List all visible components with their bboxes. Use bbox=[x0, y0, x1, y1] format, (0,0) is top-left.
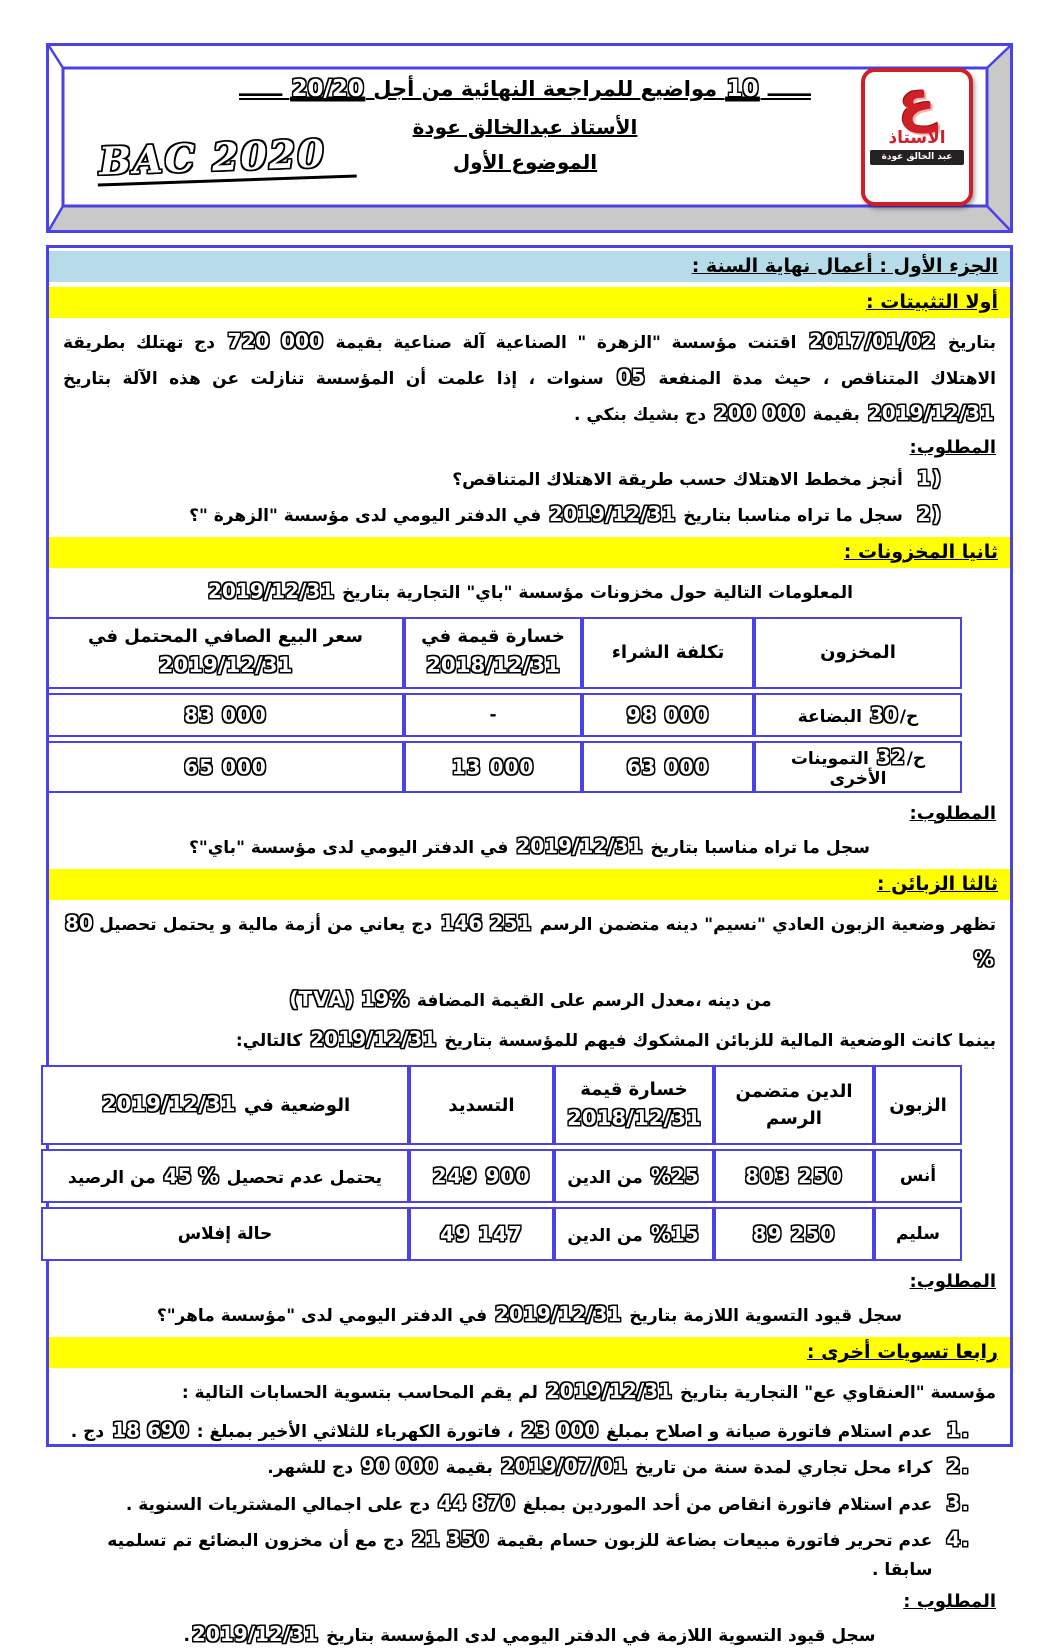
styled-number: 44 870 bbox=[438, 1490, 515, 1515]
table-cell bbox=[404, 741, 582, 793]
item-marker: 1) bbox=[916, 466, 942, 491]
fixations-paragraph: بتاريخ 2017/01/02 اقتنت مؤسسة "الزهرة " الصناعية آلة صناعية بقيمة 720 000 دج تهتلك بطريقة الاهتلاك المتناقص ، حيث مدة المنفعة 05 سنوات ، إذا علمت أن المؤسسة تنازلت عن هذه الآلة بتاريخ 2019/12/31 بقيمة 200 000 دج بشيك بنكي . bbox=[63, 329, 997, 426]
section-stocks-heading: ثانيا المخزونات : bbox=[49, 537, 1010, 568]
styled-number: 18 690 bbox=[112, 1418, 189, 1443]
table-header-cell: تكلفة الشراء bbox=[582, 617, 754, 689]
styled-number: 32 bbox=[876, 744, 905, 769]
item-text: كراء محل تجاري لمدة سنة من تاريخ 2019/07/01 بقيمة 90 000 دج للشهر. bbox=[267, 1454, 933, 1479]
subject-title: الموضوع الأول bbox=[452, 150, 598, 174]
table-header-cell: خسارة قيمة 2018/12/31 bbox=[554, 1065, 714, 1145]
section-fixations-heading: أولا التثبيتات : bbox=[49, 287, 1010, 318]
styled-number: 13 000 bbox=[451, 754, 535, 779]
styled-number: 720 000 bbox=[227, 329, 323, 353]
other-items bbox=[49, 1413, 1010, 1584]
styled-number: 2019/12/31 bbox=[867, 401, 994, 426]
list-item bbox=[63, 1449, 972, 1483]
other-intro: مؤسسة "العنقاوي عع" التجارية بتاريخ 2019/12/31 لم يقم المحاسب بتسوية الحسابات التالية : bbox=[181, 1379, 996, 1404]
bac-2020-label: BAC 2020 bbox=[96, 129, 356, 186]
styled-number: 20/20 bbox=[291, 76, 364, 102]
styled-number: 2019/07/01 bbox=[500, 1454, 628, 1479]
styled-number: 2019/12/31 bbox=[208, 578, 335, 603]
table-cell bbox=[47, 693, 404, 737]
styled-number: 2019/12/31 bbox=[549, 502, 676, 527]
styled-number: 10 bbox=[726, 76, 759, 102]
styled-number: 49 147 bbox=[440, 1222, 523, 1247]
fixations-items bbox=[49, 461, 1010, 531]
styled-number: 2019/12/31 bbox=[101, 1092, 236, 1118]
table-cell: حالة إفلاس bbox=[41, 1207, 409, 1261]
logo-subtitle-text: عبد الخالق عودة bbox=[870, 150, 964, 165]
table-header-cell: الوضعية في 2019/12/31 bbox=[41, 1065, 409, 1145]
document-title: ــــــ 10 مواضيع للمراجعة النهائية من أجل 20/20 ــــــ bbox=[239, 76, 811, 102]
styled-number: (TVA) 19% bbox=[289, 986, 409, 1011]
table-row bbox=[47, 741, 962, 793]
table-header-cell: الزبون bbox=[874, 1065, 962, 1145]
teacher-logo bbox=[861, 68, 973, 206]
table-row bbox=[41, 1149, 962, 1203]
customers-required-label: المطلوب: bbox=[909, 1271, 996, 1293]
styled-number: 45 % bbox=[163, 1164, 219, 1189]
table-cell bbox=[582, 693, 754, 737]
section-customers-heading: ثالثا الزبائن : bbox=[49, 869, 1010, 900]
styled-number: %15 bbox=[650, 1222, 699, 1247]
styled-number: 146 251 bbox=[440, 910, 532, 935]
table-header-cell: التسديد bbox=[409, 1065, 554, 1145]
styled-number: 05 bbox=[617, 365, 645, 390]
table-cell bbox=[409, 1149, 554, 1203]
item-text: سجل ما تراه مناسبا بتاريخ 2019/12/31 في الدفتر اليومي لدى مؤسسة "الزهرة "؟ bbox=[189, 502, 903, 527]
styled-number: 2018/12/31 bbox=[426, 653, 560, 679]
styled-number: 2019/12/31 bbox=[191, 1621, 319, 1646]
styled-number: 80 % bbox=[65, 910, 994, 971]
teacher-name: الأستاذ عبدالخالق عودة bbox=[412, 115, 638, 139]
styled-number: 2019/12/31 bbox=[495, 1302, 622, 1327]
fixations-required-label: المطلوب: bbox=[909, 437, 996, 459]
section-other-heading: رابعا تسويات أخرى : bbox=[49, 1337, 1010, 1368]
exam-content-box bbox=[46, 245, 1013, 1646]
table-header-cell: سعر البيع الصافي المحتمل في 2019/12/31 bbox=[47, 617, 404, 689]
inventory-table bbox=[47, 613, 962, 797]
styled-number: 2019/12/31 bbox=[516, 833, 643, 858]
item-text: عدم استلام فاتورة صيانة و اصلاح بمبلغ 23 000 ، فاتورة الكهرباء للثلاثي الأخير بمبلغ : 18 690 دج . bbox=[70, 1418, 933, 1443]
table-cell: سليم bbox=[874, 1207, 962, 1261]
styled-number: 249 900 bbox=[432, 1164, 531, 1189]
table-cell: أنس bbox=[874, 1149, 962, 1203]
table-row bbox=[47, 693, 962, 737]
styled-number: 89 250 bbox=[752, 1222, 836, 1247]
styled-number: 2019/12/31 bbox=[158, 653, 293, 679]
item-text: عدم تحرير فاتورة مبيعات بضاعة للزبون حسام بقيمة 21 350 دج مع أن مخزون البضائع تم تسلميه سابقا . bbox=[107, 1526, 933, 1580]
styled-number: 21 350 bbox=[411, 1526, 489, 1551]
styled-number: 803 250 bbox=[745, 1164, 843, 1189]
styled-number: 2018/12/31 bbox=[567, 1105, 701, 1131]
header-inner bbox=[63, 68, 987, 206]
styled-number: 63 000 bbox=[626, 754, 710, 779]
table-cell: %25 من الدين bbox=[554, 1149, 714, 1203]
list-item bbox=[63, 1486, 972, 1520]
customers-paragraph-3: بينما كانت الوضعية المالية للزبائن المشكوك فيهم للمؤسسة بتاريخ 2019/12/31 كالتالي: bbox=[235, 1027, 996, 1052]
customers-paragraph-2: من دينه ،معدل الرسم على القيمة المضافة (TVA) 19% bbox=[289, 986, 772, 1011]
table-header-row bbox=[47, 617, 962, 689]
item-text: أنجز مخطط الاهتلاك حسب طريقة الاهتلاك المتناقص؟ bbox=[452, 470, 903, 491]
stocks-required-text: سجل ما تراه مناسبا بتاريخ 2019/12/31 في الدفتر اليومي لدى مؤسسة "باي"؟ bbox=[189, 833, 870, 858]
stocks-intro: المعلومات التالية حول مخزونات مؤسسة "باي" التجارية بتاريخ 2019/12/31 bbox=[208, 578, 853, 603]
table-header-cell: المخزون bbox=[754, 617, 962, 689]
item-marker: 2) bbox=[916, 502, 942, 527]
item-text: عدم استلام فاتورة انقاص من أحد الموردين بمبلغ 44 870 دج على اجمالي المشتريات السنوية . bbox=[125, 1490, 933, 1515]
table-row bbox=[41, 1207, 962, 1261]
table-cell bbox=[582, 741, 754, 793]
list-item bbox=[63, 461, 944, 495]
stocks-required-label: المطلوب: bbox=[909, 802, 996, 824]
other-required-text: سجل قيود التسوية اللازمة في الدفتر اليومي لدى المؤسسة بتاريخ 2019/12/31. bbox=[183, 1621, 876, 1646]
table-cell bbox=[47, 741, 404, 793]
table-cell: %15 من الدين bbox=[554, 1207, 714, 1261]
styled-number: %25 bbox=[650, 1164, 699, 1189]
table-cell bbox=[714, 1149, 874, 1203]
table-cell: يحتمل عدم تحصيل 45 % من الرصيد bbox=[41, 1149, 409, 1203]
table-cell bbox=[714, 1207, 874, 1261]
customers-paragraph-1: تظهر وضعية الزبون العادي "نسيم" دينه متضمن الرسم 146 251 دج يعاني من أزمة مالية و يحتمل تحصيل 80 % bbox=[65, 910, 997, 971]
customers-table bbox=[41, 1061, 962, 1265]
logo-title-text: الأستاذ bbox=[888, 128, 946, 149]
styled-number: 65 000 bbox=[184, 754, 267, 779]
styled-number: 83 000 bbox=[184, 702, 267, 727]
styled-number: 2019/12/31 bbox=[545, 1379, 673, 1404]
table-cell: ح/32 التموينات الأخرى bbox=[754, 741, 962, 793]
document-header bbox=[46, 43, 1013, 233]
table-header-cell: خسارة قيمة في 2018/12/31 bbox=[404, 617, 582, 689]
styled-number: 30 bbox=[869, 702, 898, 727]
table-header-cell: الدين متضمن الرسم bbox=[714, 1065, 874, 1145]
item-marker: 4. bbox=[946, 1526, 970, 1551]
item-marker: 1. bbox=[946, 1418, 970, 1443]
other-required-label: المطلوب : bbox=[903, 1590, 996, 1612]
table-header-row bbox=[41, 1065, 962, 1145]
styled-number: 90 000 bbox=[360, 1454, 438, 1479]
part-one-title: الجزء الأول : أعمال نهاية السنة : bbox=[49, 251, 1010, 282]
item-marker: 3. bbox=[946, 1490, 970, 1515]
styled-number: 2019/12/31 bbox=[310, 1027, 437, 1052]
item-marker: 2. bbox=[946, 1454, 970, 1479]
list-item bbox=[63, 1413, 972, 1447]
styled-number: 98 000 bbox=[626, 702, 710, 727]
table-cell: ح/30 البضاعة bbox=[754, 693, 962, 737]
table-cell bbox=[409, 1207, 554, 1261]
table-cell: - bbox=[404, 693, 582, 737]
list-item bbox=[63, 497, 944, 531]
styled-number: 2017/01/02 bbox=[809, 329, 936, 353]
styled-number: 200 000 bbox=[713, 401, 805, 426]
styled-number: 23 000 bbox=[521, 1418, 599, 1443]
customers-required-text: سجل قيود التسوية اللازمة بتاريخ 2019/12/31 في الدفتر اليومي لدى "مؤسسة ماهر"؟ bbox=[156, 1302, 903, 1327]
logo-ain-glyph: ع bbox=[897, 69, 937, 134]
list-item bbox=[63, 1522, 972, 1585]
